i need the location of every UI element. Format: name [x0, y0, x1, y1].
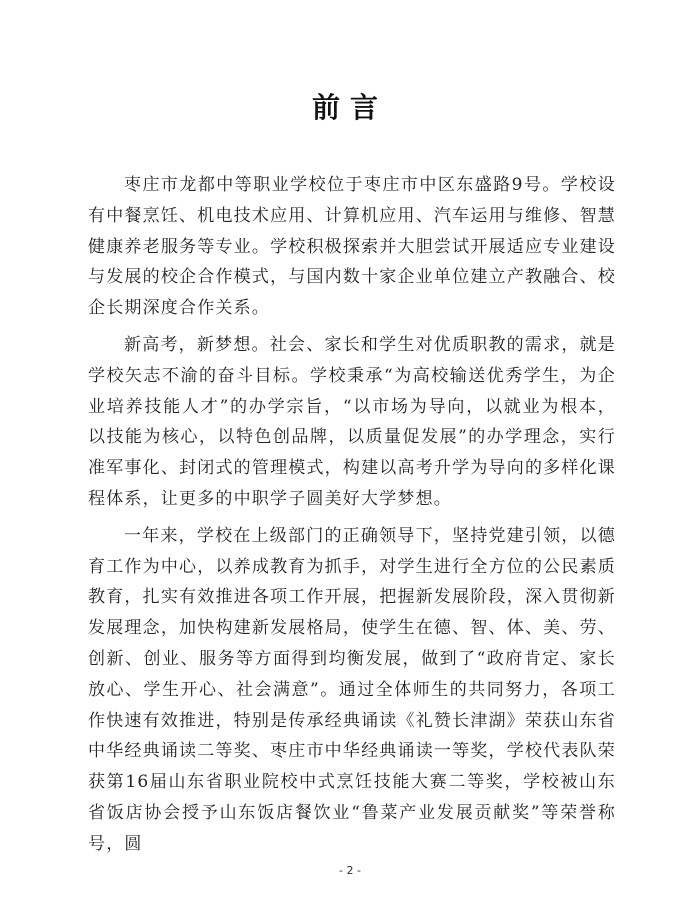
- paragraph-3: 一年来，学校在上级部门的正确领导下，坚持党建引领，以德育工作为中心，以养成教育为抓手，对学生进行全方位的公民素质教育，扎实有效推进各项工作开展，把握新发展阶段，深入贯彻新发展理念，加快构建新发展格局，使学生在德、智、体、美、劳、创新、创业、服务等方面得到均衡发展，做到了“政府肯定、家长放心、学生开心、社会满意”。通过全体师生的共同努力，各项工作快速有效推进，特别是传承经典诵读《礼赞长津湖》荣获山东省中华经典诵读二等奖、枣庄市中华经典诵读一等奖，学校代表队荣获第16届山东省职业院校中式烹饪技能大赛二等奖，学校被山东省饭店协会授予山东饭店餐饮业“鲁菜产业发展贡献奖”等荣誉称号，圆: [88, 525, 616, 854]
- paragraph-1: 枣庄市龙都中等职业学校位于枣庄市中区东盛路9号。学校设有中餐烹饪、机电技术应用、计算机应用、汽车运用与维修、智慧健康养老服务等专业。学校积极探索并大胆尝试开展适应专业建设与发展的校企合作模式，与国内数十家企业单位建立产教融合、校企长期深度合作关系。: [88, 175, 616, 319]
- page-number: - 2 -: [339, 864, 361, 877]
- paragraph-2: 新高考，新梦想。社会、家长和学生对优质职教的需求，就是学校矢志不渝的奋斗目标。学校秉承“为高校输送优秀学生，为企业培养技能人才”的办学宗旨，“以市场为导向，以就业为根本，以技能为核心，以特色创品牌，以质量促发展”的办学理念，实行准军事化、封闭式的管理模式，构建以高考升学为导向的多样化课程体系，让更多的中职学子圆美好大学梦想。: [88, 334, 616, 509]
- page-title: 前言: [311, 91, 388, 124]
- body-text: [88, 170, 616, 866]
